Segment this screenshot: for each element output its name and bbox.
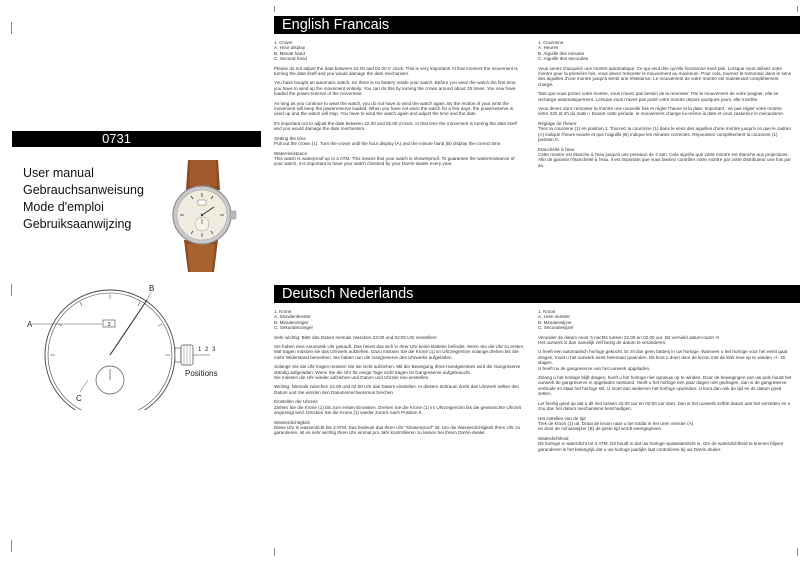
section-title-english-francais (274, 16, 800, 34)
dutch-column (538, 309, 792, 456)
dutch-paragraph: Waterdichtheid Dit horloge is waterdicht tot 3 ATM. Dit houdt in dat uw horloge spatwaterdicht is. Om de waterdichtheid te kunnen blijven garanderen is het belangrijk dat u uw horloge jaarlijks laat controleren bij uw DaVin dealer. (538, 435, 784, 452)
french-paragraph: Tant que vous portez votre montre, vous n'avez pas besoin de la remonter. Par le mouvement de votre poignet, elle se recharge automatiquement. Lorsque vous n'avez pas porté votre montre depuis quelques jours, elle s'arrête. (538, 91, 779, 102)
english-paragraph: Setting the time Pull out the crown (1). Turn the crown until the hour display (A) and the minute hand (B) display the correct time. (274, 135, 502, 147)
model-number: 0731 (102, 131, 131, 146)
section-title-text: English Francais (282, 17, 390, 33)
german-paragraph: Sehr wichtig: Bitte das Datum niemals zwischen 22:00 und 02:00 Uhr einstellen! (274, 334, 437, 340)
crop-mark (797, 6, 798, 12)
watch-photo (148, 160, 256, 272)
diagram-label-c: C (76, 394, 82, 403)
crop-mark (274, 6, 275, 12)
diagram-watch-case (45, 290, 175, 410)
english-column (274, 40, 524, 171)
german-paragraph: Einstellen der Uhrzeit Ziehen Sie die Krone (1) bis zum ersten Einrasten. Drehen Sie die Krone (1) im Uhrzeigersinn bis die gewünschte Uhrzeit angezeigt wird. Drücken Sie die Krone (1) wieder zurück nach Position 0. (274, 399, 521, 416)
manual-title-nl: Gebruiksaanwijzing (23, 217, 132, 231)
crop-mark (11, 540, 12, 552)
french-paragraph: Vous venez d'acquérir une montre automatique. Ce qui veut dire qu'elle fonctionne sans pile. Lorsque vous utilisez votre montre pour la première fois, vous devez remonter le mouvement au maximum. Pour cela, tournez le remontoir dans le sens des aiguilles d'une montre jusqu'à sentir une résistance. Le mouvement de votre montre est maintenant complètement chargé. (538, 65, 792, 87)
diagram-minute-hand (110, 300, 147, 355)
english-paragraph: As long as you continue to wear the watch, you do not have to wind the watch again. By the motion of your wrist the movement will keep the powerreserve loaded. When you have not worn the watch for a few days, the powerreserve is used up and the watch will stop. You have to wind the watch again and adjust the time and the date. (274, 100, 513, 117)
diagram-positions-label: Positions (185, 369, 218, 378)
diagram-crown-position-2: 2 (205, 347, 209, 353)
german-paragraph: 1. Krone A. Stundenfenster B. Minutenzeiger C. Sekundenzeiger (274, 309, 314, 331)
model-number-bar (12, 131, 261, 147)
dutch-paragraph: 1. Kroon A. Uren venster B. Minutenwijzer C. Secondewijzer (538, 309, 574, 331)
crop-mark (797, 548, 798, 556)
watch-diagram (10, 280, 270, 410)
french-paragraph: Vous devez donc remonter la montre une nouvelle fois et régler l'heure et la date. Important : ne pas régler votre montre entre 22h et 2h du matin ! Durant cette période, le mouvement change lui-même la date et vous casseriez le mécanisme. (538, 106, 784, 117)
diagram-crown-position-1: 1 (198, 347, 202, 353)
manual-title-de: Gebrauchsanweisung (23, 183, 144, 197)
dutch-paragraph: Let hierbij goed op dat u dit niet tussen 22:00 uur en 02:00 uur doet. Dan is het uurwerk zelfde datum aan het verzetten en u zou dan het datum mechanisme beschadigen. (538, 400, 791, 412)
dutch-paragraph: Het instellen van de tijd Trek de kroon (1) uit. Draai de kroon naar u toe totdat in het uren venster (A) en door de minutewijzer (B) de juiste tijd wordt weergegeven. (538, 415, 694, 432)
english-paragraph: Waterresistance This watch is waterproof up to 3 ATM. This means that your watch is showerproof. To guarantee the waterresistance of your watch, it is important to have your watch checked by your DaVin-dealer every year. (274, 150, 515, 167)
french-paragraph: 1. Couronne A. Heures B. Aiguille des minutes C. Aiguille des secondes (538, 40, 589, 62)
dutch-paragraph: Zolang u het horloge blijft dragen, hoeft u het horloge niet opnieuw op te winden. Door de bewegingen van uw pols houdt het uurwerk de gangreserve in opgeladen toestand. Heeft u het horloge een paar dagen niet gedragen, dan is de gangreserve verbruikt en staat het horloge stil. U moet dan wederom het horloge opwinden. U kunt dan ook de tijd en de datum goed zetten. (538, 375, 792, 397)
manual-titles (23, 165, 144, 233)
german-paragraph: Solange Sie die Uhr tragen müssen Sie sie nicht aufziehen. Mit der Bewegung Ihres Handgelenkes wird die Gangreserve ständig aufgeladen. Wenn Sie die Uhr für einige Tage nicht tragen ist Gangreserve aufgebraucht. Sie müssen die Uhr wieder aufziehen und Datum und Uhrzeit neu einstellen. (274, 364, 521, 381)
diagram-label-a: A (27, 320, 33, 329)
french-column (538, 40, 792, 172)
dutch-paragraph: U heeft een automatisch horloge gekocht. Er zit dus geen batterij in uw horloge. Wanneer u het horloge voor het eerst gaat dragen, moet u het uurwerk eerst helemaal opwinden. Dit kunt u doen door de kroon met de klok mee op te winden +/- 15 slagen. U heeft nu de gangreserve van het uurwerk opgeladen. (538, 349, 788, 371)
german-paragraph: Sie haben eine Automatik Uhr gekauft. Das heisst das sich in Ihrer Uhr keine Batterie befindet. Wenn Sie die Uhr zu ersten Mal tragen müssen sie das Uhrwerk aufziehen. Dazu müssen Sie die Krone (1) im Uhrzeigersinn solange drehen bis Sie mehr Widerstand bemerken. Sie haben nun die Gangreserve des Uhrwerks aufgeladen. (274, 344, 524, 360)
section-title-deutsch-nederlands (274, 285, 800, 303)
english-paragraph: You have bought an automatic watch. So there is no battery inside your watch. Before you wear the watch the first time, you have to wind up the movement entirely. You can do this by turning the crown around about 15 times. You now have loaded the power-reserve of the movement. (274, 80, 517, 97)
dutch-paragraph: Verander de datum nooit 's-nachts tussen 22.00 en 02.00 uur. Dit vernield datum-rader !!! Het uurwerk is dan namelijk zelf bezig de datum te veranderen. (538, 334, 720, 346)
english-paragraph: It's important not to adjust the date between 22.00 and 02.00 o'clock. In that time the movement is turning the date itself and you would damage the date mechanism. (274, 120, 517, 132)
english-paragraph: Please do not adjust the date between 22.00 and 02.00 o' clock. This is very important! At that moment the movement is turning the date itself and you would damage the date mechanism. (274, 65, 518, 77)
manual-title-fr: Mode d'emploi (23, 200, 104, 214)
diagram-crown-position-3: 3 (212, 347, 216, 353)
section-title-text: Deutsch Nederlands (282, 286, 414, 302)
french-paragraph: Réglage de l'heure Tirez la couronne (1) en position 1. Tournez la couronne (1) dans le sens des aiguilles d'une montre jusqu'à ce que le cadran (A) indique l'heure exacte et que l'aiguille (B) indique les minutes correctes. Repoussez complètement la couronne (1) position 0. (538, 120, 792, 143)
german-paragraph: Wasserdichtigkeit Diese Uhr is wasserdicht bis 3 ATM. Das bedeuet das Ihren Uhr "showerproof" ist. Um die Wasserdichtigkeit Ihren Uhr zu garantieren, ist es sehr wichtig Ihren Uhr einmal pro Jahr kontrollieren zu lassen bei Ihrem DaVin-dealer. (274, 419, 521, 436)
english-paragraph: 1. Crown A. Hour display B. Minute hand C. Second hand (274, 40, 307, 62)
diagram-hour-value: 3 (107, 322, 111, 328)
crop-mark (11, 22, 12, 34)
crop-mark (274, 548, 275, 556)
german-column (274, 309, 524, 440)
manual-title-en: User manual (23, 166, 94, 180)
german-paragraph: Wichtig: Niemals zwischen 22.00 und 02.00 Uhr das Datum einstellen. In diesem Zeitraum dreht das Uhrwerk selber den Datum und Sie würden den Datumsmechanismus brechen. (274, 384, 520, 395)
diagram-label-b: B (149, 284, 155, 293)
french-paragraph: Etanchéité à l'eau Cette montre est étanche à l'eau jusqu'à une pression de 3 atm. Cela signifie que votre montre est étanche aux projections. Afin de garantir l'étanchéité à l'eau, il est important que vous fassiez contrôler votre montre par votre distributeur une fois par an. (538, 146, 792, 168)
